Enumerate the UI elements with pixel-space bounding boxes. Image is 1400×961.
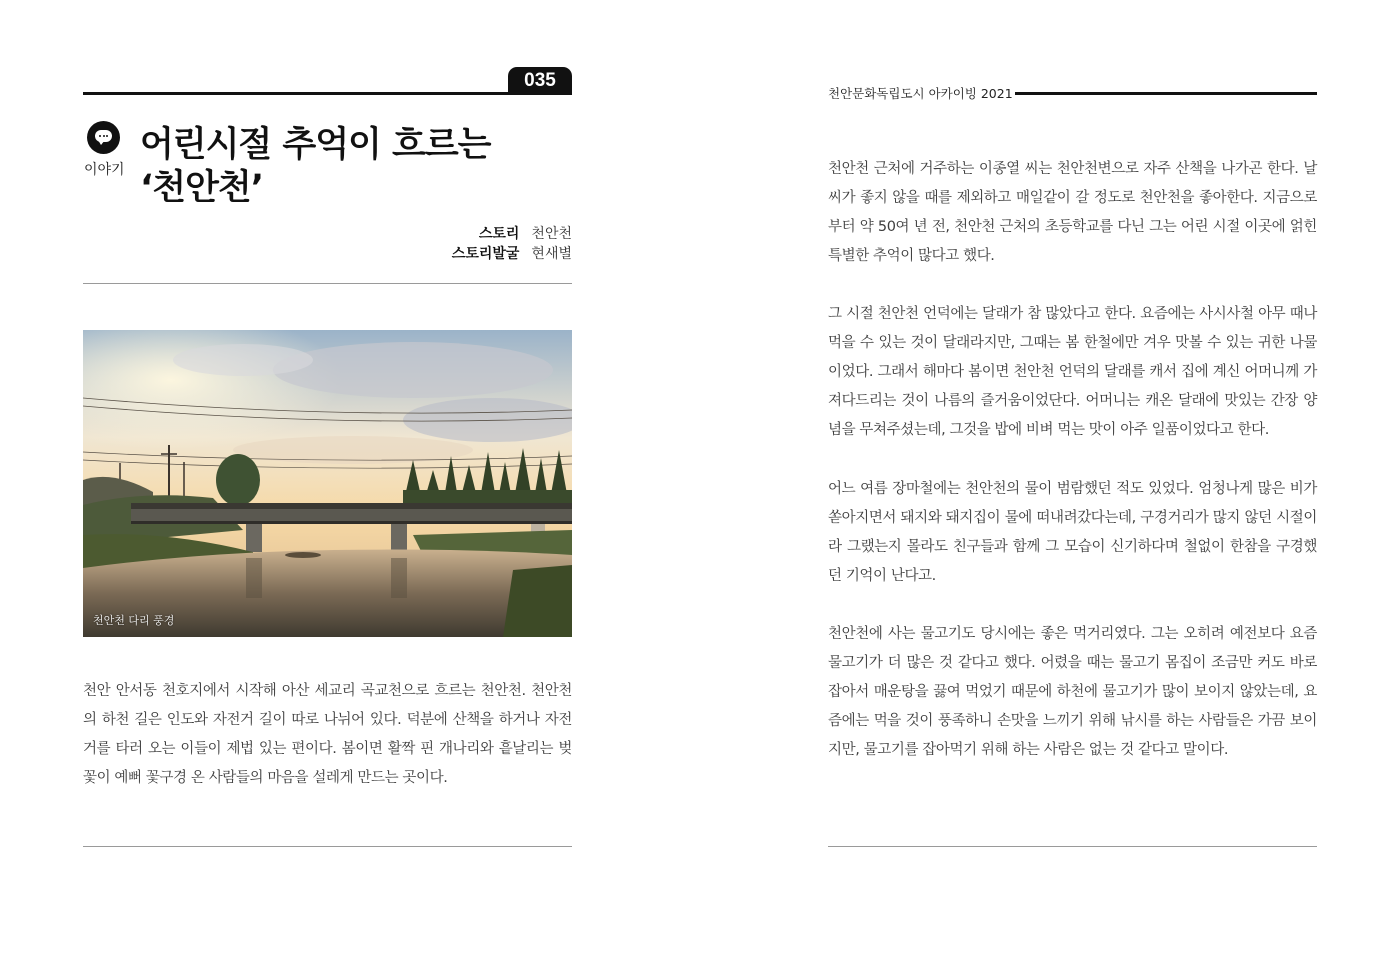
speech-bubble-icon <box>87 121 120 154</box>
page-title-line-1: 어린시절 추억이 흐르는 <box>140 125 491 165</box>
category-label: 이야기 <box>84 162 125 178</box>
page-number-tab: 035 <box>508 67 572 95</box>
divider-rule <box>83 283 572 284</box>
credit-row <box>272 244 572 264</box>
body-paragraph-4: 천안천에 사는 물고기도 당시에는 좋은 먹거리였다. 그는 오히려 예전보다 요즘 물고기가 더 많은 것 같다고 했다. 어렸을 때는 물고기 몸집이 조금만 커도 바로 잡아서 매운탕을 끓여 먹었기 때문에 하천에 물고기가 많이 보이지 않았는데, 요즘에는 먹을 것이 풍족하니 손맛을 느끼기 위해 낚시를 하는 사람들은 가끔 보이지만, 물고기를 잡아먹기 위해 하는 사람은 없는 것 같다고 말이다. <box>828 626 1317 758</box>
running-title: 천안문화독립도시 아카이빙 2021 <box>828 86 1013 101</box>
intro-paragraph: 천안 안서동 천호지에서 시작해 아산 세교리 곡교천으로 흐르는 천안천. 천안천의 하천 길은 인도와 자전거 길이 따로 나뉘어 있다. 덕분에 산책을 하거나 자전거를 타러 오는 이들이 제법 있는 편이다. 봄이면 활짝 핀 개나리와 흩날리는 벚꽃이 예뻐 꽃구경 온 사람들의 마음을 설레게 만드는 곳이다. <box>83 683 572 786</box>
footer-rule <box>83 846 572 847</box>
credit-row <box>272 224 572 244</box>
credit-value: 천안천 <box>531 226 572 242</box>
header-rule <box>1015 92 1317 95</box>
credit-value: 현새별 <box>531 246 572 262</box>
credits <box>272 224 572 264</box>
footer-rule <box>828 846 1317 847</box>
header-rule <box>83 92 572 95</box>
river-bridge-photo <box>83 330 572 637</box>
credit-key: 스토리 <box>478 226 520 242</box>
body-paragraph-2: 그 시절 천안천 언덕에는 달래가 참 많았다고 한다. 요즘에는 사시사철 아무 때나 먹을 수 있는 것이 달래라지만, 그때는 봄 한철에만 겨우 맛볼 수 있는 귀한 나물이었다. 그래서 해마다 봄이면 천안천 언덕의 달래를 캐서 집에 계신 어머니께 가져다드리는 것이 나름의 즐거움이었단다. 어머니는 캐온 달래에 맛있는 간장 양념을 무쳐주셨는데, 그것을 밥에 비벼 먹는 맛이 아주 일품이었다고 한다. <box>828 306 1317 438</box>
photo-caption: 천안천 다리 풍경 <box>93 614 175 627</box>
body-paragraph-1: 천안천 근처에 거주하는 이종열 씨는 천안천변으로 자주 산책을 나가곤 한다. 날씨가 좋지 않을 때를 제외하고 매일같이 갈 정도로 천안천을 좋아한다. 지금으로부터 약 50여 년 전, 천안천 근처의 초등학교를 다닌 그는 어린 시절 이곳에 얽힌 특별한 추억이 많다고 했다. <box>828 161 1317 264</box>
credit-key: 스토리발굴 <box>451 246 520 262</box>
right-page <box>700 0 1400 961</box>
body-paragraph-3: 어느 여름 장마철에는 천안천의 물이 범람했던 적도 있었다. 엄청나게 많은 비가 쏟아지면서 돼지와 돼지집이 물에 떠내려갔다는데, 구경거리가 많지 않던 시절이라 그랬는지 몰라도 친구들과 함께 그 모습이 신기하다며 철없이 한참을 구경했던 기억이 난다고. <box>828 481 1317 584</box>
page-title-line-2: ‘천안천’ <box>140 168 264 208</box>
